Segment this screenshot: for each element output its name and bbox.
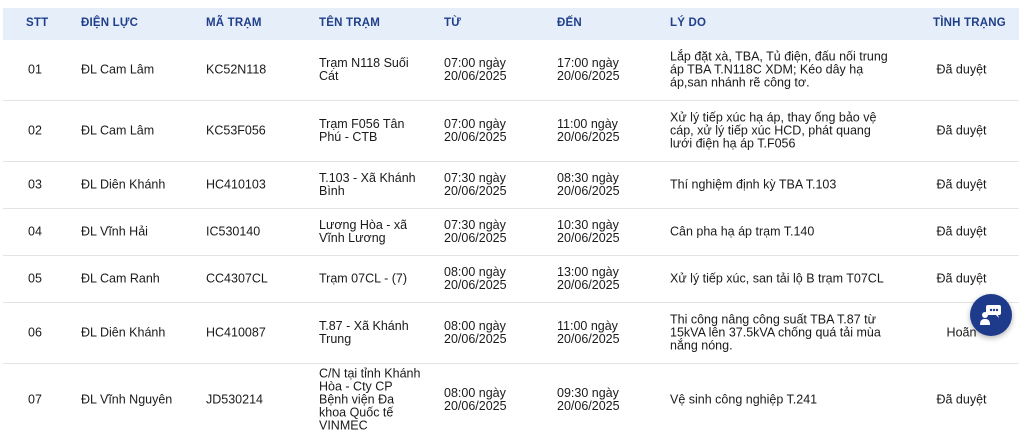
cell-ten-tram: Trạm 07CL - (7): [319, 271, 407, 286]
cell-stt: 04: [28, 224, 42, 239]
chat-support-button[interactable]: [970, 294, 1012, 336]
header-tu: TỪ: [444, 17, 461, 29]
cell-tu: 08:00 ngày 20/06/2025: [444, 386, 507, 413]
header-ma-tram: MÃ TRẠM: [206, 17, 262, 29]
header-tinh-trang: TÌNH TRẠNG: [933, 17, 1006, 29]
cell-stt: 07: [28, 392, 42, 407]
status-badge: Đã duyệt: [936, 224, 987, 239]
header-dien-luc: ĐIỆN LỰC: [81, 17, 139, 29]
cell-stt: 03: [28, 177, 42, 192]
header-ten-tram: TÊN TRẠM: [319, 17, 381, 29]
table-row: [3, 209, 1019, 256]
cell-ma-tram: CC4307CL: [206, 271, 268, 286]
cell-ma-tram: KC52N118: [206, 62, 267, 77]
cell-stt: 06: [28, 325, 42, 340]
cell-stt: 02: [28, 123, 42, 138]
status-badge: Hoãn: [946, 325, 977, 340]
cell-ten-tram: Trạm F056 Tân Phú - CTB: [319, 117, 405, 144]
status-badge: Đã duyệt: [936, 271, 987, 286]
cell-ly-do: Cân pha hạ áp trạm T.140: [670, 224, 815, 239]
cell-ten-tram: Lương Hòa - xã Vĩnh Lương: [319, 218, 408, 245]
cell-dien-luc: ĐL Vĩnh Nguyên: [81, 392, 173, 407]
status-badge: Đã duyệt: [936, 62, 987, 77]
cell-den: 11:00 ngày 20/06/2025: [557, 117, 620, 144]
header-den: ĐẾN: [557, 17, 582, 29]
cell-den: 10:30 ngày 20/06/2025: [557, 218, 620, 245]
table-header: [3, 8, 1019, 40]
header-ly-do: LÝ DO: [670, 17, 707, 29]
cell-ten-tram: T.87 - Xã Khánh Trung: [319, 319, 409, 346]
chat-support-icon: [978, 302, 1004, 328]
cell-ten-tram: C/N tại tỉnh Khánh Hòa - Cty CP Bệnh viện Đa khoa Quốc tế VINMEC: [319, 366, 421, 433]
table-row: [3, 101, 1019, 162]
cell-stt: 01: [28, 62, 42, 77]
cell-ten-tram: Trạm N118 Suối Cát: [319, 56, 409, 83]
cell-ly-do: Lắp đặt xà, TBA, Tủ điện, đấu nối trung áp TBA T.N118C XDM; Kéo dây hạ áp,san nhánh rẽ công tơ.: [670, 49, 888, 90]
table-row: [3, 40, 1019, 101]
cell-ma-tram: KC53F056: [206, 123, 266, 138]
cell-ma-tram: HC410087: [206, 325, 266, 340]
cell-den: 17:00 ngày 20/06/2025: [557, 56, 620, 83]
table-row: [3, 303, 1019, 364]
table-row: [3, 256, 1019, 303]
cell-ma-tram: IC530140: [206, 224, 261, 239]
cell-tu: 08:00 ngày 20/06/2025: [444, 265, 507, 292]
table-row: [3, 364, 1019, 436]
cell-tu: 07:00 ngày 20/06/2025: [444, 117, 507, 144]
cell-dien-luc: ĐL Cam Lâm: [81, 123, 155, 138]
cell-ma-tram: HC410103: [206, 177, 266, 192]
status-badge: Đã duyệt: [936, 177, 987, 192]
cell-tu: 08:00 ngày 20/06/2025: [444, 319, 507, 346]
cell-ly-do: Thí nghiệm định kỳ TBA T.103: [670, 177, 837, 192]
cell-tu: 07:00 ngày 20/06/2025: [444, 56, 507, 83]
cell-stt: 05: [28, 271, 42, 286]
outage-schedule-table: [3, 8, 1019, 433]
cell-ly-do: Xử lý tiếp xúc, san tải lộ B trạm T07CL: [670, 271, 884, 286]
cell-ten-tram: T.103 - Xã Khánh Bình: [319, 171, 416, 198]
cell-den: 09:30 ngày 20/06/2025: [557, 386, 620, 413]
cell-dien-luc: ĐL Vĩnh Hải: [81, 224, 148, 239]
cell-den: 13:00 ngày 20/06/2025: [557, 265, 620, 292]
status-badge: Đã duyệt: [936, 392, 987, 407]
cell-ly-do: Thi công nâng công suất TBA T.87 từ 15kVA lên 37.5kVA chống quá tải mùa nắng nóng.: [670, 312, 881, 353]
cell-dien-luc: ĐL Diên Khánh: [81, 325, 166, 340]
cell-tu: 07:30 ngày 20/06/2025: [444, 218, 507, 245]
cell-den: 08:30 ngày 20/06/2025: [557, 171, 620, 198]
cell-dien-luc: ĐL Cam Lâm: [81, 62, 155, 77]
cell-tu: 07:30 ngày 20/06/2025: [444, 171, 507, 198]
table-row: [3, 162, 1019, 209]
cell-dien-luc: ĐL Diên Khánh: [81, 177, 166, 192]
status-badge: Đã duyệt: [936, 123, 987, 138]
cell-ly-do: Vệ sinh công nghiệp T.241: [670, 392, 818, 407]
cell-den: 11:00 ngày 20/06/2025: [557, 319, 620, 346]
cell-ly-do: Xử lý tiếp xúc hạ áp, thay ống bảo vệ cáp, xử lý tiếp xúc HCD, phát quang lưới điện hạ áp T.F056: [670, 110, 877, 151]
cell-ma-tram: JD530214: [206, 392, 263, 407]
cell-dien-luc: ĐL Cam Ranh: [81, 271, 160, 286]
header-stt: STT: [26, 17, 49, 29]
